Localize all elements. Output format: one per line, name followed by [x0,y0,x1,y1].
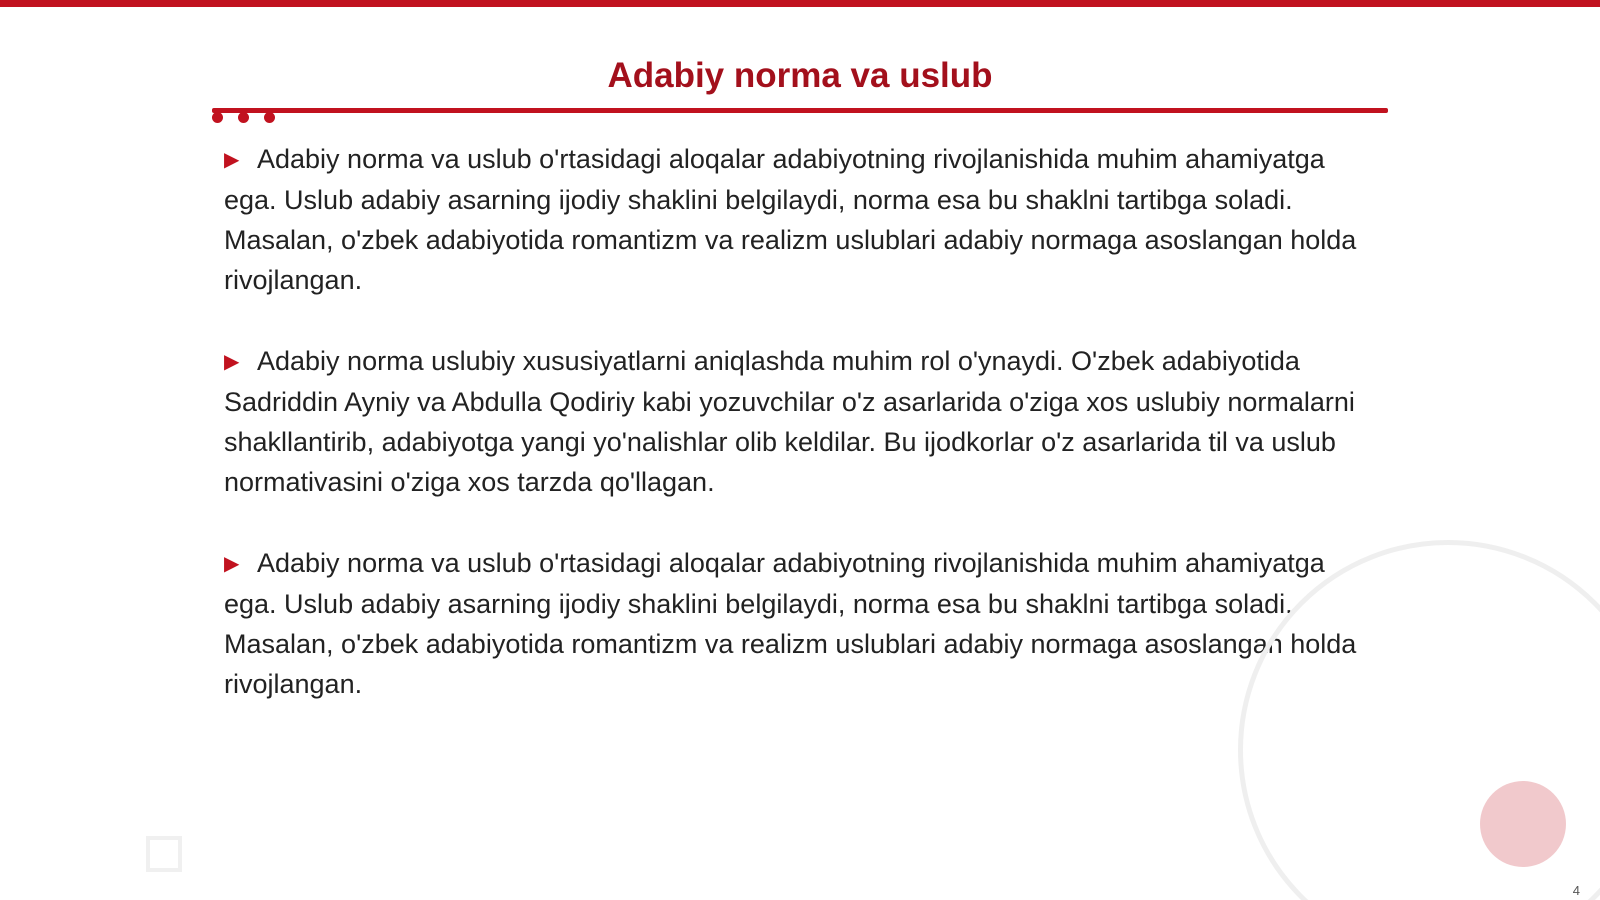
triangle-right-icon: ▶ [224,351,240,373]
page-number: 4 [1572,883,1580,898]
triangle-right-icon: ▶ [224,553,240,575]
title-underline [212,108,1388,113]
triangle-right-icon: ▶ [224,149,240,171]
decorative-square [146,836,182,872]
bullet-text: Adabiy norma va uslub o'rtasidagi aloqalar adabiyotning rivojlanishida muhim ahamiyatga ega. Uslub adabiy asarning ijodiy shaklini belgilaydi, norma esa bu shaklni tartibga soladi. Masalan, o'zbek adabiyotida romantizm va realizm uslublari adabiy normaga asoslangan holda rivojlangan. [224,548,1357,699]
bullet-paragraph [224,341,1374,502]
decorative-dot [238,112,249,123]
decorative-pink-circle [1480,781,1566,867]
decorative-dot [264,112,275,123]
bullet-text: Adabiy norma uslubiy xususiyatlarni aniqlashda muhim rol o'ynaydi. O'zbek adabiyotida Sadriddin Ayniy va Abdulla Qodiriy kabi yozuvchilar o'z asarlarida o'ziga xos uslubiy normalarni shakllantirib, adabiyotga yangi yo'nalishlar olib keldilar. Bu ijodkorlar o'z asarlarida til va uslub normativasini o'ziga xos tarzda qo'llagan. [224,346,1355,497]
decorative-dot [212,112,223,123]
bullet-text: Adabiy norma va uslub o'rtasidagi aloqalar adabiyotning rivojlanishida muhim ahamiyatga ega. Uslub adabiy asarning ijodiy shaklini belgilaydi, norma esa bu shaklni tartibga soladi. Masalan, o'zbek adabiyotida romantizm va realizm uslublari adabiy normaga asoslangan holda rivojlangan. [224,144,1357,295]
bullet-paragraph [224,543,1374,704]
bullet-list [224,139,1374,745]
slide-title: Adabiy norma va uslub [607,56,993,95]
top-accent-bar [0,0,1600,7]
bullet-paragraph [224,139,1374,300]
